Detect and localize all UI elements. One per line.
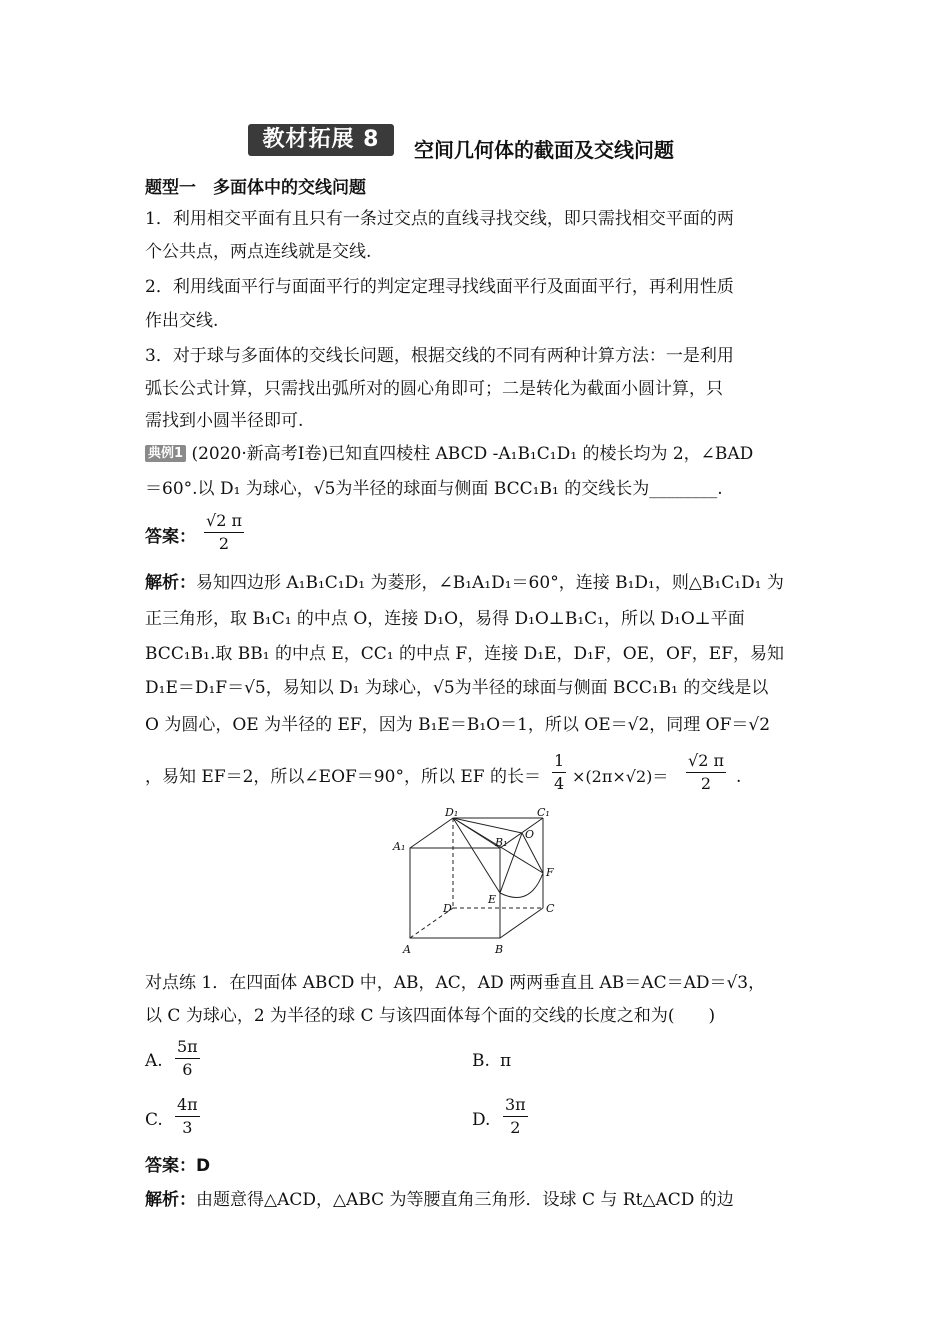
line-d1-e (453, 818, 500, 893)
option-a-label: A. (145, 1051, 163, 1071)
fraction-numerator: √2 π (686, 750, 726, 773)
fraction-numerator: 1 (552, 750, 566, 773)
answer-label: 答案： (145, 527, 196, 547)
option-b-label: B. (472, 1051, 490, 1071)
solution-line: 正三角形，取 B₁C₁ 的中点 O，连接 D₁O，易得 D₁O⊥B₁C₁，所以 D₁O⊥平面 (145, 609, 745, 629)
page-title: 空间几何体的截面及交线问题 (414, 138, 674, 162)
edge-a1-d1 (410, 818, 453, 848)
point-line: 作出交线. (145, 311, 219, 331)
solution-text: 由题意得△ACD，△ABC 为等腰直角三角形．设球 C 与 Rt△ACD 的边 (196, 1190, 734, 1210)
edge-b-c (500, 908, 543, 938)
fraction-numerator: 3π (503, 1094, 528, 1117)
fraction-denominator: 4 (554, 774, 565, 793)
practice-line: 对点练 1．在四面体 ABCD 中，AB，AC，AD 两两垂直且 AB＝AC＝AD＝√3， (145, 973, 766, 993)
line-d1-o (453, 818, 522, 833)
solution-label: 解析： (145, 573, 196, 593)
example-line (145, 443, 753, 465)
fraction-denominator: 2 (700, 774, 712, 793)
label-o: O (525, 828, 535, 841)
fraction-denominator: 2 (510, 1118, 521, 1137)
product-expression: ×(2π×√2)＝ (572, 767, 669, 786)
fraction-denominator: 3 (182, 1118, 193, 1137)
solution-line: O 为圆心，OE 为半径的 EF，因为 B₁E＝B₁O＝1，所以 OE＝√2，同理 OF＝√2 (145, 715, 771, 735)
solution-text: 易知四边形 A₁B₁C₁D₁ 为菱形，∠B₁A₁D₁＝60°，连接 B₁D₁，则△B₁C₁D₁ 为 (196, 573, 784, 593)
quarter-fraction (552, 750, 566, 795)
label-e: E (488, 893, 497, 906)
option-b-value: π (500, 1051, 512, 1071)
period: . (736, 767, 742, 787)
label-d: D (443, 902, 452, 915)
label-c1: C₁ (537, 808, 550, 819)
option-c-label: C. (145, 1110, 163, 1130)
point-line: 1．利用相交平面有且只有一条过交点的直线寻找交线，即只需找相交平面的两 (145, 209, 734, 229)
cube-figure (385, 808, 565, 968)
fraction-denominator: 6 (182, 1060, 193, 1079)
label-b1: B₁ (495, 836, 508, 849)
solution-line: BCC₁B₁.取 BB₁ 的中点 E，CC₁ 的中点 F，连接 D₁E，D₁F，OE，OF，EF，易知 (145, 644, 784, 664)
point-line: 个公共点，两点连线就是交线. (145, 242, 372, 262)
fraction-numerator: 4π (175, 1094, 200, 1117)
example-line: ＝60°.以 D₁ 为球心，√5为半径的球面与侧面 BCC₁B₁ 的交线长为________. (145, 479, 723, 499)
label-f: F (546, 866, 554, 879)
example-badge: 典例1 (145, 445, 186, 462)
label-d1: D₁ (445, 808, 459, 819)
section-badge: 教材拓展 8 (248, 124, 394, 156)
practice-answer (145, 1155, 210, 1177)
option-d-fraction (503, 1094, 528, 1139)
option-a-fraction (175, 1036, 200, 1081)
option-c-fraction (175, 1094, 200, 1139)
front-face (410, 848, 500, 938)
point-line: 2．利用线面平行与面面平行的判定定理寻找线面平行及面面平行，再利用性质 (145, 277, 734, 297)
point-line: 3．对于球与多面体的交线长问题，根据交线的不同有两种计算方法：一是利用 (145, 346, 734, 366)
example-text: (2020·新高考Ⅰ卷)已知直四棱柱 ABCD -A₁B₁C₁D₁ 的棱长均为 2，∠BAD (191, 444, 754, 464)
point-line: 需找到小圆半径即可. (145, 411, 304, 431)
answer-fraction (204, 510, 244, 555)
arc-length-fraction (686, 750, 726, 795)
option-d-label: D. (472, 1110, 491, 1130)
fraction-denominator: 2 (218, 534, 230, 553)
answer-label: 答案： (145, 1156, 196, 1176)
solution-line (145, 572, 784, 594)
fraction-numerator: √2 π (204, 510, 244, 533)
fraction-numerator: 5π (175, 1036, 200, 1059)
practice-solution (145, 1189, 734, 1211)
solution-line: D₁E＝D₁F＝√5，易知以 D₁ 为球心，√5为半径的球面与侧面 BCC₁B₁ 的交线是以 (145, 678, 769, 698)
label-a: A (403, 943, 411, 956)
point-line: 弧长公式计算，只需找出弧所对的圆心角即可；二是转化为截面小圆计算，只 (145, 379, 723, 399)
solution-label: 解析： (145, 1190, 196, 1210)
label-c: C (546, 902, 555, 915)
solution-line: ，易知 EF＝2，所以∠EOF＝90°，所以 EF 的长＝ (145, 767, 541, 787)
answer-value: D (196, 1156, 211, 1176)
label-b: B (495, 943, 504, 956)
label-a1: A₁ (393, 840, 406, 853)
section-heading: 题型一 多面体中的交线问题 (145, 178, 366, 198)
practice-line: 以 C 为球心，2 为半径的球 C 与该四面体每个面的交线的长度之和为( ) (145, 1006, 716, 1026)
